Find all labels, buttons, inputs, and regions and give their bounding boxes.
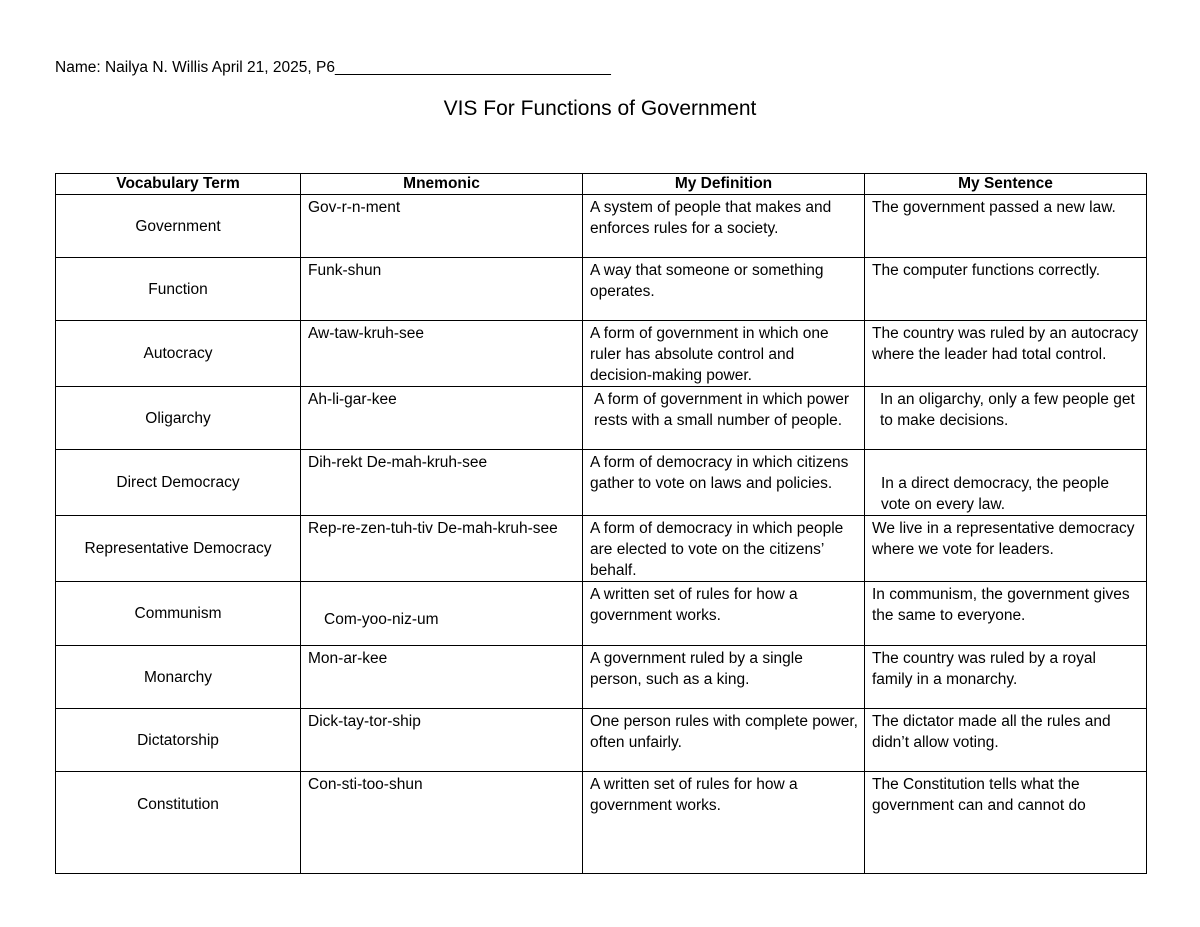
table-row — [56, 195, 1147, 258]
term-cell: Autocracy — [56, 321, 301, 387]
definition-cell: A form of government in which one ruler has absolute control and decision-making power. — [583, 321, 865, 387]
mnemonic-cell: Rep-re-zen-tuh-tiv De-mah-kruh-see — [301, 516, 583, 582]
definition-text: A form of government in which power rests with a small number of people. — [594, 391, 850, 429]
sentence-cell: The country was ruled by an autocracy where the leader had total control. — [865, 321, 1147, 387]
document-title: VIS For Functions of Government — [443, 97, 757, 120]
sentence-cell: The Constitution tells what the government can and cannot do — [865, 772, 1147, 874]
definition-cell: A government ruled by a single person, such as a king. — [583, 646, 865, 709]
definition-cell: One person rules with complete power, often unfairly. — [583, 709, 865, 772]
mnemonic-cell: Dih-rekt De-mah-kruh-see — [301, 450, 583, 516]
mnemonic-cell: Ah-li-gar-kee — [301, 387, 583, 450]
mnemonic-cell: Mon-ar-kee — [301, 646, 583, 709]
sentence-cell: The computer functions correctly. — [865, 258, 1147, 321]
sentence-cell: The dictator made all the rules and didn’t allow voting. — [865, 709, 1147, 772]
term-cell: Monarchy — [56, 646, 301, 709]
sentence-cell: The government passed a new law. — [865, 195, 1147, 258]
definition-cell: A way that someone or something operates. — [583, 258, 865, 321]
table-header-row — [56, 174, 1147, 195]
term-cell: Representative Democracy — [56, 516, 301, 582]
table-row — [56, 772, 1147, 874]
table-row — [56, 516, 1147, 582]
term-cell: Function — [56, 258, 301, 321]
term-cell: Direct Democracy — [56, 450, 301, 516]
term-cell: Communism — [56, 582, 301, 646]
column-header-term: Vocabulary Term — [56, 174, 301, 195]
definition-cell: A written set of rules for how a government works. — [583, 772, 865, 874]
sentence-cell: In communism, the government gives the same to everyone. — [865, 582, 1147, 646]
table-row — [56, 450, 1147, 516]
sentence-text: In a direct democracy, the people vote on every law. — [881, 475, 1110, 513]
vocabulary-table — [55, 173, 1147, 874]
table-row — [56, 646, 1147, 709]
student-name-line: Name: Nailya N. Willis April 21, 2025, P6________________________________ — [55, 59, 611, 76]
definition-cell: A form of democracy in which citizens gather to vote on laws and policies. — [583, 450, 865, 516]
mnemonic-cell: Dick-tay-tor-ship — [301, 709, 583, 772]
mnemonic-cell: Funk-shun — [301, 258, 583, 321]
term-cell: Dictatorship — [56, 709, 301, 772]
table-row — [56, 258, 1147, 321]
column-header-mnemonic: Mnemonic — [301, 174, 583, 195]
mnemonic-cell: Con-sti-too-shun — [301, 772, 583, 874]
mnemonic-cell — [301, 582, 583, 646]
table-row — [56, 709, 1147, 772]
definition-cell: A form of democracy in which people are elected to vote on the citizens’ behalf. — [583, 516, 865, 582]
sentence-cell: We live in a representative democracy where we vote for leaders. — [865, 516, 1147, 582]
definition-cell: A system of people that makes and enforces rules for a society. — [583, 195, 865, 258]
sentence-text: In an oligarchy, only a few people get to make decisions. — [880, 391, 1135, 429]
definition-cell: A written set of rules for how a government works. — [583, 582, 865, 646]
table-row — [56, 582, 1147, 646]
term-cell: Government — [56, 195, 301, 258]
mnemonic-cell: Gov-r-n-ment — [301, 195, 583, 258]
sentence-cell — [865, 387, 1147, 450]
mnemonic-text: Com-yoo-niz-um — [324, 611, 439, 628]
sentence-cell: The country was ruled by a royal family in a monarchy. — [865, 646, 1147, 709]
definition-cell — [583, 387, 865, 450]
sentence-cell — [865, 450, 1147, 516]
term-cell: Constitution — [56, 772, 301, 874]
column-header-sentence: My Sentence — [865, 174, 1147, 195]
table-row — [56, 387, 1147, 450]
term-cell: Oligarchy — [56, 387, 301, 450]
table-row — [56, 321, 1147, 387]
mnemonic-cell: Aw-taw-kruh-see — [301, 321, 583, 387]
column-header-definition: My Definition — [583, 174, 865, 195]
